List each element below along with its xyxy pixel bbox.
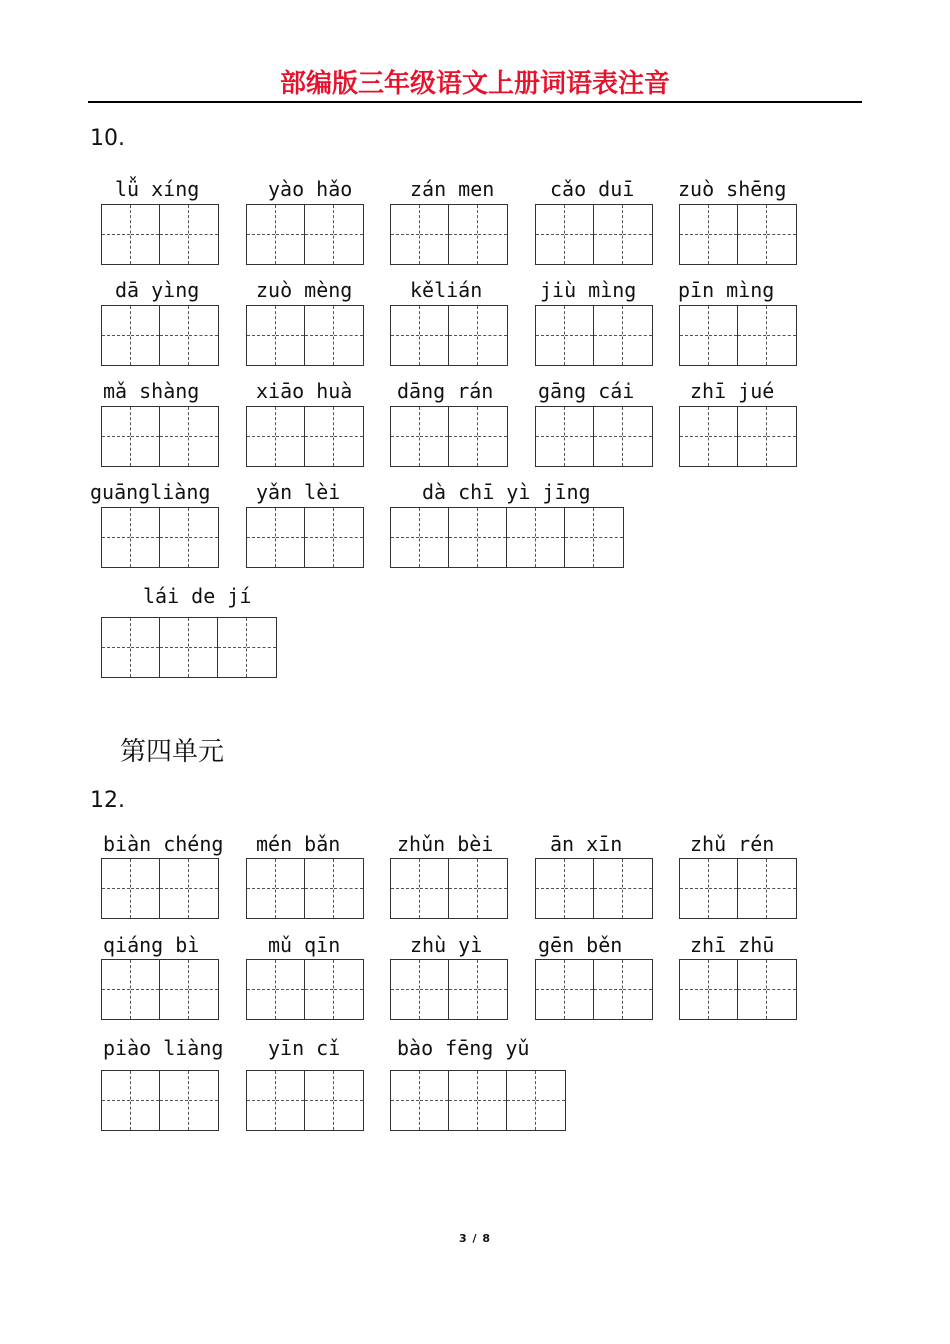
char-cell xyxy=(334,859,363,918)
char-cell xyxy=(160,960,189,1019)
char-cell xyxy=(536,859,565,918)
char-cell xyxy=(247,205,276,264)
char-cell xyxy=(536,508,565,567)
pinyin-label: mén bǎn xyxy=(256,832,341,856)
char-cell xyxy=(276,859,305,918)
char-cell xyxy=(305,1071,334,1130)
char-cell xyxy=(334,205,363,264)
char-cell xyxy=(276,205,305,264)
char-cell xyxy=(189,859,218,918)
char-cell xyxy=(189,1071,218,1130)
char-cell xyxy=(334,508,363,567)
char-cell xyxy=(420,960,449,1019)
char-cell xyxy=(189,306,218,365)
char-cell xyxy=(189,508,218,567)
pinyin-label: zhù yì xyxy=(410,933,483,957)
char-cell xyxy=(160,859,189,918)
char-cell xyxy=(449,859,478,918)
section-10-number: 10. xyxy=(90,126,125,151)
char-cell xyxy=(102,1071,131,1130)
char-cell xyxy=(160,306,189,365)
char-cell xyxy=(420,205,449,264)
tianzige-writing-grid xyxy=(679,406,797,467)
unit-4-heading: 第四单元 xyxy=(120,737,225,767)
char-cell xyxy=(565,508,594,567)
pinyin-label: zhǔn bèi xyxy=(397,832,494,856)
char-cell xyxy=(767,205,796,264)
pinyin-label: dà chī yì jīng xyxy=(422,480,591,504)
pinyin-label: biàn chéng xyxy=(103,832,224,856)
char-cell xyxy=(709,306,738,365)
tianzige-writing-grid xyxy=(679,204,797,265)
tianzige-writing-grid xyxy=(101,305,219,366)
char-cell xyxy=(449,205,478,264)
pinyin-label: zuò shēng xyxy=(678,177,787,201)
char-cell xyxy=(738,859,767,918)
char-cell xyxy=(507,1071,536,1130)
tianzige-writing-grid xyxy=(535,406,653,467)
char-cell xyxy=(536,306,565,365)
char-cell xyxy=(767,859,796,918)
char-cell xyxy=(680,306,709,365)
pinyin-label: lái de jí xyxy=(143,584,252,608)
char-cell xyxy=(247,859,276,918)
char-cell xyxy=(391,407,420,466)
pinyin-label: xiāo huà xyxy=(256,379,353,403)
char-cell xyxy=(623,859,652,918)
char-cell xyxy=(594,859,623,918)
pinyin-label: mǔ qīn xyxy=(268,933,341,957)
char-cell xyxy=(623,960,652,1019)
pinyin-label: mǎ shàng xyxy=(103,379,200,403)
char-cell xyxy=(738,205,767,264)
char-cell xyxy=(247,407,276,466)
char-cell xyxy=(334,306,363,365)
char-cell xyxy=(709,960,738,1019)
char-cell xyxy=(565,407,594,466)
pinyin-label: lǚ xíng xyxy=(115,177,200,201)
char-cell xyxy=(420,306,449,365)
char-cell xyxy=(594,407,623,466)
char-cell xyxy=(102,306,131,365)
pinyin-label: guāngliàng xyxy=(90,480,211,504)
char-cell xyxy=(565,306,594,365)
char-cell xyxy=(276,306,305,365)
tianzige-writing-grid xyxy=(679,959,797,1020)
pinyin-label: yīn cǐ xyxy=(268,1036,341,1060)
pinyin-label: cǎo duī xyxy=(550,177,635,201)
pinyin-label: dā yìng xyxy=(115,278,200,302)
char-cell xyxy=(131,618,160,677)
tianzige-writing-grid xyxy=(679,305,797,366)
char-cell xyxy=(276,1071,305,1130)
char-cell xyxy=(131,306,160,365)
char-cell xyxy=(160,1071,189,1130)
char-cell xyxy=(565,960,594,1019)
char-cell xyxy=(738,960,767,1019)
char-cell xyxy=(391,306,420,365)
char-cell xyxy=(709,407,738,466)
tianzige-writing-grid xyxy=(390,959,508,1020)
char-cell xyxy=(594,508,623,567)
pinyin-label: zhī zhū xyxy=(690,933,775,957)
char-cell xyxy=(478,508,507,567)
char-cell xyxy=(391,859,420,918)
char-cell xyxy=(102,407,131,466)
char-cell xyxy=(594,960,623,1019)
tianzige-writing-grid xyxy=(101,617,277,678)
char-cell xyxy=(536,205,565,264)
char-cell xyxy=(247,306,276,365)
section-12-number: 12. xyxy=(90,788,125,813)
char-cell xyxy=(623,306,652,365)
tianzige-writing-grid xyxy=(101,204,219,265)
char-cell xyxy=(449,508,478,567)
char-cell xyxy=(160,407,189,466)
char-cell xyxy=(623,205,652,264)
char-cell xyxy=(305,205,334,264)
char-cell xyxy=(334,960,363,1019)
char-cell xyxy=(189,618,218,677)
char-cell xyxy=(565,205,594,264)
tianzige-writing-grid xyxy=(390,858,508,919)
pinyin-label: ān xīn xyxy=(550,832,623,856)
pinyin-label: zhī jué xyxy=(690,379,775,403)
pinyin-label: bào fēng yǔ xyxy=(397,1036,530,1060)
char-cell xyxy=(738,407,767,466)
char-cell xyxy=(189,960,218,1019)
char-cell xyxy=(131,960,160,1019)
char-cell xyxy=(709,205,738,264)
char-cell xyxy=(680,859,709,918)
char-cell xyxy=(102,960,131,1019)
char-cell xyxy=(189,407,218,466)
char-cell xyxy=(218,618,247,677)
char-cell xyxy=(189,205,218,264)
char-cell xyxy=(767,960,796,1019)
char-cell xyxy=(247,508,276,567)
tianzige-writing-grid xyxy=(101,507,219,568)
char-cell xyxy=(478,960,507,1019)
char-cell xyxy=(102,859,131,918)
pinyin-label: yǎn lèi xyxy=(256,480,341,504)
tianzige-writing-grid xyxy=(535,204,653,265)
pinyin-label: gēn běn xyxy=(538,933,623,957)
char-cell xyxy=(449,407,478,466)
pinyin-label: zán men xyxy=(410,177,495,201)
char-cell xyxy=(478,306,507,365)
tianzige-writing-grid xyxy=(101,959,219,1020)
tianzige-writing-grid xyxy=(246,406,364,467)
char-cell xyxy=(565,859,594,918)
char-cell xyxy=(449,1071,478,1130)
tianzige-writing-grid xyxy=(535,959,653,1020)
tianzige-writing-grid xyxy=(246,204,364,265)
char-cell xyxy=(594,205,623,264)
tianzige-writing-grid xyxy=(679,858,797,919)
char-cell xyxy=(420,859,449,918)
char-cell xyxy=(507,508,536,567)
pinyin-label: pīn mìng xyxy=(678,278,775,302)
tianzige-writing-grid xyxy=(246,959,364,1020)
char-cell xyxy=(767,407,796,466)
char-cell xyxy=(680,407,709,466)
char-cell xyxy=(709,859,738,918)
char-cell xyxy=(391,1071,420,1130)
char-cell xyxy=(102,205,131,264)
char-cell xyxy=(738,306,767,365)
char-cell xyxy=(160,205,189,264)
char-cell xyxy=(536,960,565,1019)
char-cell xyxy=(391,205,420,264)
char-cell xyxy=(680,205,709,264)
char-cell xyxy=(478,859,507,918)
char-cell xyxy=(305,960,334,1019)
char-cell xyxy=(420,1071,449,1130)
tianzige-writing-grid xyxy=(390,406,508,467)
char-cell xyxy=(247,1071,276,1130)
tianzige-writing-grid xyxy=(101,1070,219,1131)
tianzige-writing-grid xyxy=(390,1070,566,1131)
page-number: 3 / 8 xyxy=(459,1232,491,1245)
char-cell xyxy=(420,407,449,466)
tianzige-writing-grid xyxy=(101,858,219,919)
tianzige-writing-grid xyxy=(101,406,219,467)
char-cell xyxy=(305,859,334,918)
char-cell xyxy=(131,1071,160,1130)
char-cell xyxy=(305,306,334,365)
char-cell xyxy=(276,407,305,466)
char-cell xyxy=(305,508,334,567)
page-title: 部编版三年级语文上册词语表注音 xyxy=(279,69,670,99)
char-cell xyxy=(276,960,305,1019)
char-cell xyxy=(536,1071,565,1130)
char-cell xyxy=(680,960,709,1019)
char-cell xyxy=(420,508,449,567)
char-cell xyxy=(131,205,160,264)
tianzige-writing-grid xyxy=(246,305,364,366)
tianzige-writing-grid xyxy=(246,507,364,568)
char-cell xyxy=(160,508,189,567)
char-cell xyxy=(131,859,160,918)
pinyin-label: jiù mìng xyxy=(540,278,637,302)
pinyin-label: yào hǎo xyxy=(268,177,353,201)
char-cell xyxy=(131,407,160,466)
tianzige-writing-grid xyxy=(390,204,508,265)
char-cell xyxy=(536,407,565,466)
char-cell xyxy=(478,205,507,264)
char-cell xyxy=(767,306,796,365)
tianzige-writing-grid xyxy=(535,305,653,366)
char-cell xyxy=(478,1071,507,1130)
char-cell xyxy=(334,407,363,466)
pinyin-label: dāng rán xyxy=(397,379,494,403)
char-cell xyxy=(276,508,305,567)
char-cell xyxy=(478,407,507,466)
tianzige-writing-grid xyxy=(535,858,653,919)
pinyin-label: gāng cái xyxy=(538,379,635,403)
tianzige-writing-grid xyxy=(246,1070,364,1131)
tianzige-writing-grid xyxy=(390,507,624,568)
char-cell xyxy=(160,618,189,677)
char-cell xyxy=(102,618,131,677)
char-cell xyxy=(449,306,478,365)
pinyin-label: piào liàng xyxy=(103,1036,224,1060)
title-divider xyxy=(88,101,862,103)
char-cell xyxy=(247,618,276,677)
char-cell xyxy=(247,960,276,1019)
pinyin-label: kělián xyxy=(410,278,483,302)
char-cell xyxy=(594,306,623,365)
tianzige-writing-grid xyxy=(246,858,364,919)
pinyin-label: zuò mèng xyxy=(256,278,353,302)
char-cell xyxy=(131,508,160,567)
char-cell xyxy=(102,508,131,567)
pinyin-label: zhǔ rén xyxy=(690,832,775,856)
char-cell xyxy=(449,960,478,1019)
char-cell xyxy=(623,407,652,466)
tianzige-writing-grid xyxy=(390,305,508,366)
char-cell xyxy=(391,508,420,567)
char-cell xyxy=(305,407,334,466)
pinyin-label: qiáng bì xyxy=(103,933,200,957)
char-cell xyxy=(391,960,420,1019)
char-cell xyxy=(334,1071,363,1130)
